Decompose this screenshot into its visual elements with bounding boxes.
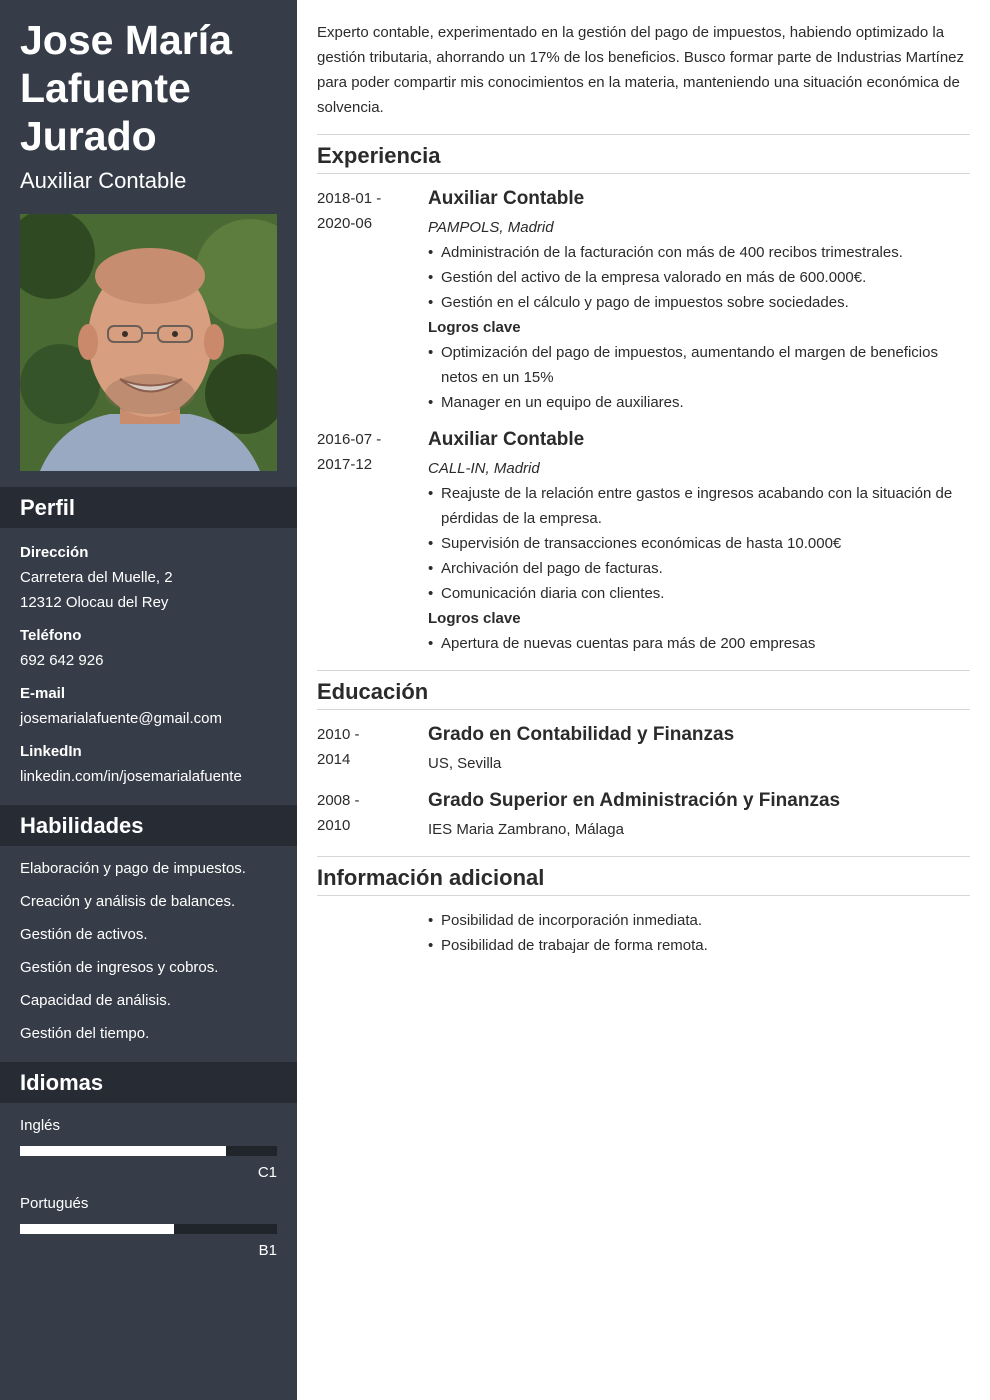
- school-name: US, Sevilla: [428, 755, 502, 772]
- skills-heading: Habilidades: [0, 805, 297, 846]
- entry-dates: [317, 427, 428, 656]
- education-entry: [317, 788, 970, 842]
- name-line: Jurado: [20, 113, 157, 159]
- entry-content: [428, 788, 970, 842]
- list-item: • Comunicación diaria con clientes.: [428, 581, 970, 606]
- summary-text: Experto contable, experimentado en la gestión del pago de impuestos, habiendo optimizado la gestión tributaria, ahorrando un 17% de los beneficios. Busco formar parte de Industrias Martínez para poder compartir mis conocimientos en la materia, manteniendo una situación económica de solvencia.: [317, 24, 965, 116]
- date-end: 2010: [317, 817, 351, 834]
- date-start: 2018-01 -: [317, 190, 382, 207]
- date-start: 2016-07 -: [317, 431, 382, 448]
- main-content: [297, 0, 990, 1400]
- language-level-fill: [20, 1146, 226, 1156]
- phone-label: Teléfono: [20, 627, 82, 644]
- entry-dates: [317, 788, 428, 842]
- address-label: Dirección: [20, 544, 89, 561]
- entry-content: [428, 186, 970, 415]
- list-item: • Manager en un equipo de auxiliares.: [428, 390, 970, 415]
- list-item: • Gestión en el cálculo y pago de impuestos sobre sociedades.: [428, 290, 970, 315]
- portrait-image: [20, 214, 277, 471]
- linkedin-label: LinkedIn: [20, 743, 82, 760]
- email-block: [20, 681, 277, 731]
- linkedin-block: [20, 739, 277, 789]
- phone-block: [20, 623, 277, 673]
- address-line: 12312 Olocau del Rey: [20, 594, 169, 611]
- language-level-fill: [20, 1224, 174, 1234]
- linkedin-link[interactable]: linkedin.com/in/josemarialafuente: [20, 768, 242, 785]
- list-item: • Optimización del pago de impuestos, aumentando el margen de beneficios netos en un 15%: [428, 340, 970, 390]
- email-label: E-mail: [20, 685, 66, 702]
- language-name: Inglés: [20, 1117, 61, 1134]
- skill-item: Gestión de activos.: [20, 926, 148, 943]
- language-level: B1: [258, 1242, 277, 1259]
- degree-title: Grado Superior en Administración y Finanzas: [428, 790, 841, 811]
- skill-item: Gestión del tiempo.: [20, 1025, 150, 1042]
- job-company: CALL-IN, Madrid: [428, 460, 540, 477]
- language-level: C1: [257, 1164, 277, 1181]
- achievements-list: [428, 340, 970, 415]
- list-item: • Archivación del pago de facturas.: [428, 556, 970, 581]
- list-item: • Posibilidad de incorporación inmediata.: [428, 908, 970, 933]
- job-bullets: [428, 481, 970, 606]
- skill-item: Creación y análisis de balances.: [20, 893, 236, 910]
- degree-title: Grado en Contabilidad y Finanzas: [428, 724, 735, 745]
- education-entry: [317, 722, 970, 776]
- profile-heading: Perfil: [0, 487, 297, 528]
- achievements-label: Logros clave: [428, 319, 521, 336]
- entry-dates: [317, 722, 428, 776]
- language-name: Portugués: [20, 1195, 89, 1212]
- candidate-name: [0, 16, 297, 160]
- skill-item: Elaboración y pago de impuestos.: [20, 860, 246, 877]
- date-end: 2014: [317, 751, 351, 768]
- address-block: [20, 540, 277, 615]
- entry-content: [428, 722, 970, 776]
- language-item: [20, 1113, 277, 1185]
- name-line: Jose María: [20, 17, 232, 63]
- skill-item: Capacidad de análisis.: [20, 992, 171, 1009]
- list-item: • Reajuste de la relación entre gastos e ingresos acabando con la situación de pérdidas de la empresa.: [428, 481, 970, 531]
- email-link[interactable]: josemarialafuente@gmail.com: [20, 710, 222, 727]
- languages-heading: Idiomas: [0, 1062, 297, 1103]
- sidebar: [0, 0, 297, 1400]
- job-bullets: [428, 240, 970, 315]
- achievements-label: Logros clave: [428, 610, 521, 627]
- skill-item: Gestión de ingresos y cobros.: [20, 959, 219, 976]
- job-company: PAMPOLS, Madrid: [428, 219, 554, 236]
- profile-photo: [20, 214, 277, 471]
- language-level-bar: [20, 1224, 277, 1234]
- date-end: 2020-06: [317, 215, 373, 232]
- achievements-list: [428, 631, 970, 656]
- entry-content: [428, 427, 970, 656]
- job-position: Auxiliar Contable: [428, 188, 585, 209]
- list-item: • Administración de la facturación con más de 400 recibos trimestrales.: [428, 240, 970, 265]
- name-line: Lafuente: [20, 65, 191, 111]
- list-item: • Gestión del activo de la empresa valorado en más de 600.000€.: [428, 265, 970, 290]
- entry-dates: [317, 186, 428, 415]
- contact-details: [0, 528, 297, 789]
- skills-list: [0, 846, 297, 1046]
- language-item: [20, 1191, 277, 1263]
- language-level-bar: [20, 1146, 277, 1156]
- school-name: IES Maria Zambrano, Málaga: [428, 821, 624, 838]
- additional-info-heading: Información adicional: [317, 856, 970, 896]
- job-position: Auxiliar Contable: [428, 429, 585, 450]
- list-item: • Supervisión de transacciones económicas de hasta 10.000€: [428, 531, 970, 556]
- additional-info-list: [428, 908, 970, 958]
- experience-heading: Experiencia: [317, 134, 970, 174]
- address-line: Carretera del Muelle, 2: [20, 569, 173, 586]
- date-start: 2010 -: [317, 726, 360, 743]
- job-title: Auxiliar Contable: [20, 168, 187, 193]
- date-start: 2008 -: [317, 792, 360, 809]
- phone-value[interactable]: 692 642 926: [20, 652, 104, 669]
- list-item: • Apertura de nuevas cuentas para más de 200 empresas: [428, 631, 970, 656]
- experience-entry: [317, 427, 970, 656]
- list-item: • Posibilidad de trabajar de forma remota.: [428, 933, 970, 958]
- experience-entry: [317, 186, 970, 415]
- languages-list: [0, 1103, 297, 1263]
- education-heading: Educación: [317, 670, 970, 710]
- date-end: 2017-12: [317, 456, 373, 473]
